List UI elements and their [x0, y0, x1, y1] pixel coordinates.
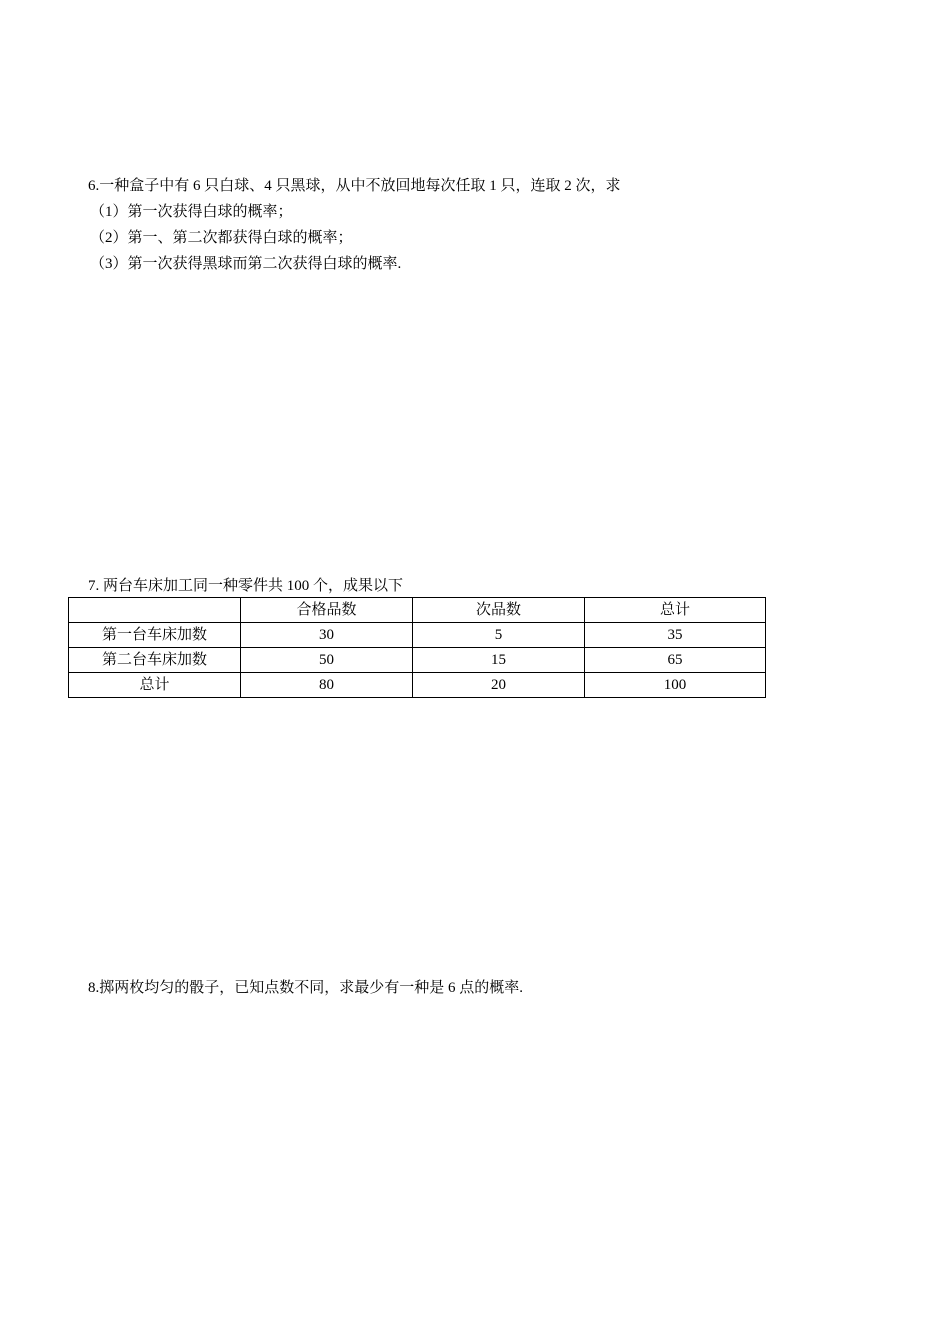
table-cell: 65: [585, 648, 766, 673]
table-cell: 30: [241, 623, 413, 648]
table-row: [69, 648, 766, 673]
q6-part-2: （2）第一、第二次都获得白球的概率；: [90, 230, 353, 246]
table-row: [69, 623, 766, 648]
table-cell: 5: [413, 623, 585, 648]
table-header-cell: [69, 598, 241, 623]
table-cell: 第二台车床加数: [69, 648, 241, 673]
q6-part-1: （1）第一次获得白球的概率；: [90, 204, 293, 220]
table-cell: 总计: [69, 673, 241, 698]
table-cell: 15: [413, 648, 585, 673]
table-header-cell: 合格品数: [241, 598, 413, 623]
table-header-cell: 次品数: [413, 598, 585, 623]
q6-stem: 6.一种盒子中有 6 只白球、4 只黑球，从中不放回地每次任取 1 只，连取 2 次，求: [88, 178, 621, 194]
results-table: [68, 597, 766, 698]
table-header-row: [69, 598, 766, 623]
table-cell: 第一台车床加数: [69, 623, 241, 648]
q7-stem: 7. 两台车床加工同一种零件共 100 个，成果以下: [88, 578, 404, 594]
q6-part-3: （3）第一次获得黑球而第二次获得白球的概率.: [90, 256, 402, 272]
table-cell: 100: [585, 673, 766, 698]
table-cell: 80: [241, 673, 413, 698]
table-cell: 35: [585, 623, 766, 648]
table-cell: 20: [413, 673, 585, 698]
q8-stem: 8.掷两枚均匀的骰子，已知点数不同，求最少有一种是 6 点的概率.: [88, 980, 524, 996]
table-cell: 50: [241, 648, 413, 673]
table-header-cell: 总计: [585, 598, 766, 623]
table-row: [69, 673, 766, 698]
